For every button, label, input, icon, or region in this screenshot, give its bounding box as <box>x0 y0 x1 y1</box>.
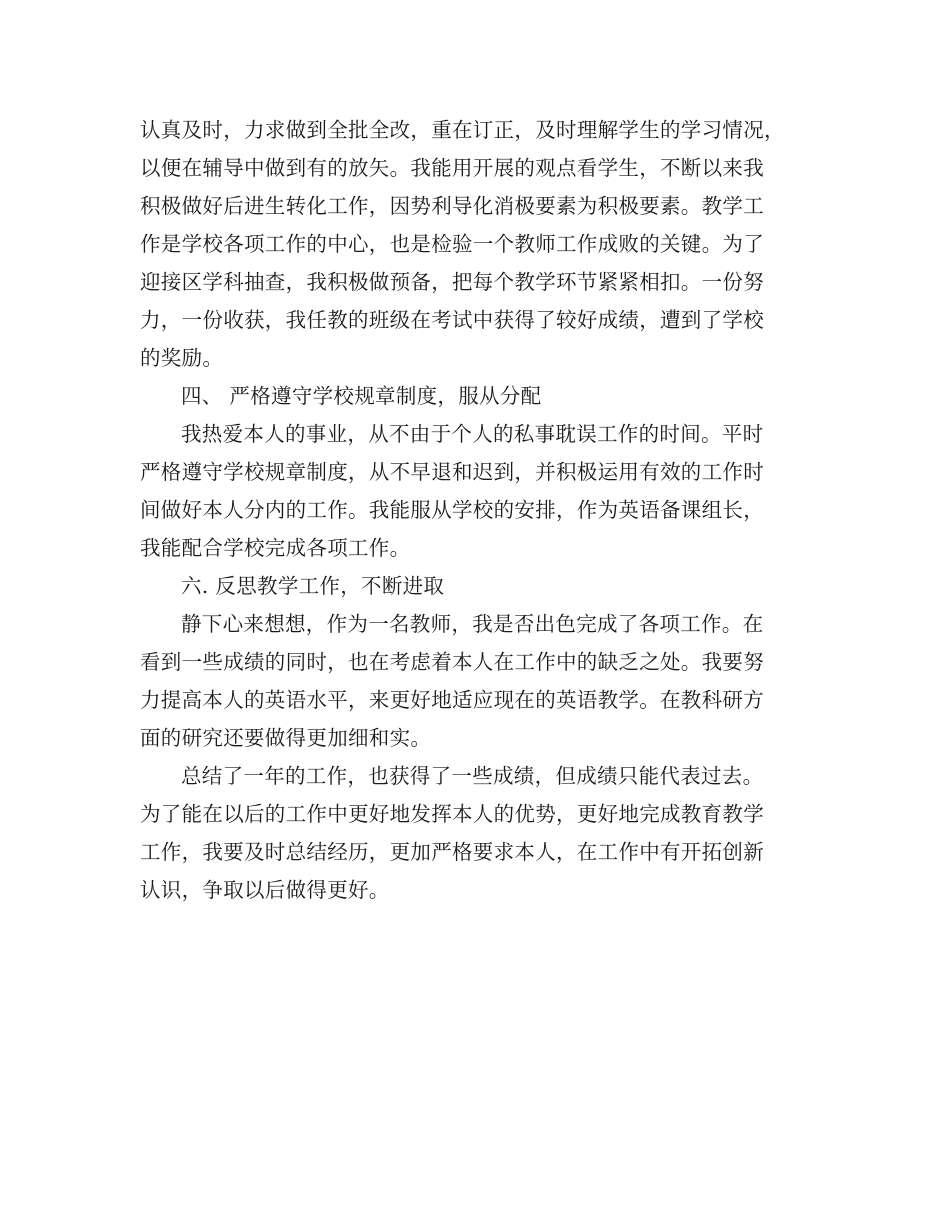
text-line: 严格遵守学校规章制度，从不早退和迟到，并积极运用有效的工作时 <box>140 460 764 484</box>
paragraph-first-line: 总结了一年的工作，也获得了一些成绩，但成绩只能代表过去。 <box>181 764 764 788</box>
text-line: 作是学校各项工作的中心，也是检验一个教师工作成败的关键。为了 <box>140 232 764 256</box>
paragraph-first-line: 我热爱本人的事业，从不由于个人的私事耽误工作的时间。平时 <box>181 422 764 446</box>
text-line: 以便在辅导中做到有的放矢。我能用开展的观点看学生，不断以来我 <box>140 156 764 180</box>
text-line: 间做好本人分内的工作。我能服从学校的安排，作为英语备课组长， <box>140 498 764 522</box>
section-heading: 四、 严格遵守学校规章制度，服从分配 <box>181 384 542 408</box>
paragraph-first-line: 静下心来想想，作为一名教师，我是否出色完成了各项工作。在 <box>181 612 764 636</box>
text-line: 积极做好后进生转化工作，因势利导化消极要素为积极要素。教学工 <box>140 194 764 218</box>
text-line: 为了能在以后的工作中更好地发挥本人的优势，更好地完成教育教学 <box>140 802 764 826</box>
text-line: 工作，我要及时总结经历，更加严格要求本人，在工作中有开拓创新 <box>140 840 764 864</box>
document-body <box>140 111 830 909</box>
text-line: 认识，争取以后做得更好。 <box>140 878 390 902</box>
text-line: 迎接区学科抽查，我积极做预备，把每个教学环节紧紧相扣。一份努 <box>140 270 764 294</box>
text-line: 我能配合学校完成各项工作。 <box>140 536 411 560</box>
text-line: 看到一些成绩的同时，也在考虑着本人在工作中的缺乏之处。我要努 <box>140 650 764 674</box>
text-line: 力提高本人的英语水平，来更好地适应现在的英语教学。在教科研方 <box>140 688 764 712</box>
text-line: 面的研究还要做得更加细和实。 <box>140 726 432 750</box>
section-heading: 六. 反思教学工作，不断进取 <box>181 574 445 598</box>
text-line: 的奖励。 <box>140 346 224 370</box>
text-line: 认真及时，力求做到全批全改，重在订正，及时理解学生的学习情况， <box>140 118 785 142</box>
text-line: 力，一份收获，我任教的班级在考试中获得了较好成绩，遭到了学校 <box>140 308 764 332</box>
